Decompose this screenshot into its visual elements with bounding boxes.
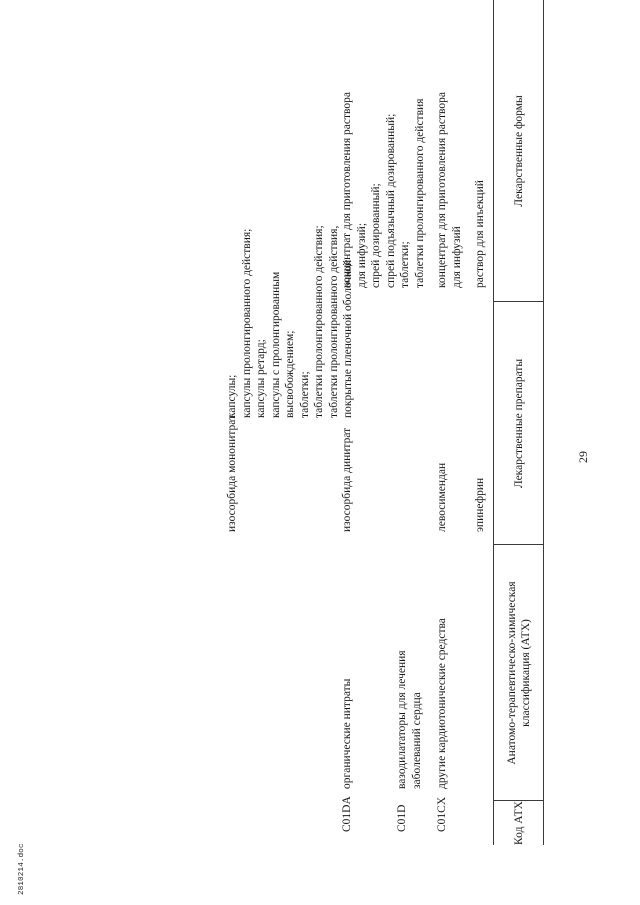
row-2-drug: левосимендан — [436, 462, 448, 532]
row-3-classification: вазодилататоры для лечения заболеваний сердца — [396, 650, 423, 789]
table-top-border — [543, 0, 544, 845]
header-forms — [498, 0, 540, 302]
row-1-drug: эпинефрин — [474, 477, 486, 532]
row-3-code: C01D — [396, 804, 408, 832]
document-file-code: 2810214.doc — [18, 843, 26, 895]
row-1-forms: раствор для инъекций — [474, 180, 486, 288]
row-2-code: C01CX — [436, 796, 448, 832]
page-number: 29 — [576, 451, 590, 463]
header-forms-label: Лекарственные формы — [513, 95, 525, 207]
row-2-classification: другие кардиотонические средства — [436, 618, 448, 789]
table-header-divider — [493, 0, 494, 845]
header-classification — [498, 545, 540, 801]
row-2-forms: концентрат для приготовления раствора для инфузий — [436, 92, 463, 288]
row-4-drug: изосорбида динитрат — [341, 427, 353, 532]
row-5-drug: изосорбида мононитрат — [226, 414, 238, 532]
row-4-classification: органические нитраты — [341, 678, 353, 789]
header-drugs — [498, 302, 540, 545]
row-4-code: C01DA — [341, 796, 353, 832]
header-code — [498, 801, 540, 845]
row-4-forms: концентрат для приготовления раствора для инфузий; спрей дозированный; спрей подъязычный дозированный; таблетки; таблетки пролонгированного действия — [341, 92, 426, 288]
header-code-label: Код АТХ — [513, 801, 525, 845]
row-5-forms: капсулы; капсулы пролонгированного действия; капсулы ретард; капсулы с пролонгированным высвобождением; таблетки; таблетки пролонгированного действия; таблетки пролонгированного действия, покрытые пленочной оболочкой — [226, 225, 354, 418]
header-classification-label: Анатомо-терапевтическо-химическая классификация (АТХ) — [506, 581, 532, 765]
header-drugs-label: Лекарственные препараты — [513, 358, 525, 489]
